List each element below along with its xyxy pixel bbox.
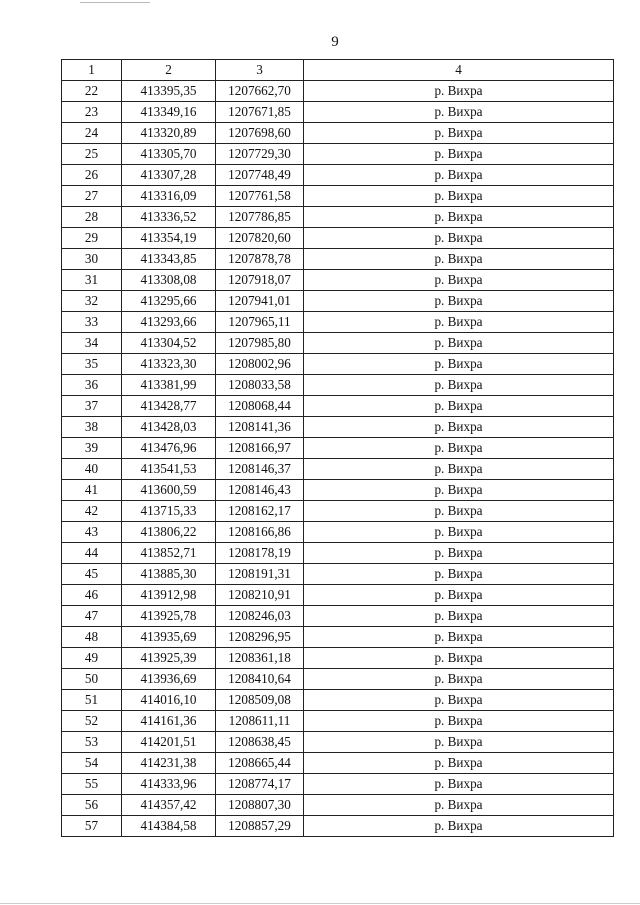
point-number-cell: 51 bbox=[62, 690, 122, 711]
y-coordinate-cell: 1208611,11 bbox=[216, 711, 304, 732]
point-number-cell: 48 bbox=[62, 627, 122, 648]
table-row bbox=[62, 690, 614, 711]
table-row bbox=[62, 375, 614, 396]
scan-mark bbox=[80, 2, 150, 3]
y-coordinate-cell: 1208166,97 bbox=[216, 438, 304, 459]
point-number-cell: 29 bbox=[62, 228, 122, 249]
x-coordinate-cell: 413936,69 bbox=[122, 669, 216, 690]
description-cell: р. Вихра bbox=[304, 585, 614, 606]
y-coordinate-cell: 1207761,58 bbox=[216, 186, 304, 207]
y-coordinate-cell: 1208296,95 bbox=[216, 627, 304, 648]
x-coordinate-cell: 413381,99 bbox=[122, 375, 216, 396]
x-coordinate-cell: 413293,66 bbox=[122, 312, 216, 333]
table-row bbox=[62, 585, 614, 606]
x-coordinate-cell: 414357,42 bbox=[122, 795, 216, 816]
point-number-cell: 36 bbox=[62, 375, 122, 396]
table-row bbox=[62, 354, 614, 375]
y-coordinate-cell: 1207965,11 bbox=[216, 312, 304, 333]
x-coordinate-cell: 413307,28 bbox=[122, 165, 216, 186]
table-row bbox=[62, 459, 614, 480]
point-number-cell: 43 bbox=[62, 522, 122, 543]
table-row bbox=[62, 606, 614, 627]
x-coordinate-cell: 413308,08 bbox=[122, 270, 216, 291]
x-coordinate-cell: 413476,96 bbox=[122, 438, 216, 459]
point-number-cell: 30 bbox=[62, 249, 122, 270]
y-coordinate-cell: 1208807,30 bbox=[216, 795, 304, 816]
x-coordinate-cell: 414201,51 bbox=[122, 732, 216, 753]
x-coordinate-cell: 413912,98 bbox=[122, 585, 216, 606]
description-cell: р. Вихра bbox=[304, 627, 614, 648]
y-coordinate-cell: 1208146,43 bbox=[216, 480, 304, 501]
description-cell: р. Вихра bbox=[304, 501, 614, 522]
table-header-row bbox=[62, 60, 614, 81]
table-row bbox=[62, 81, 614, 102]
point-number-cell: 44 bbox=[62, 543, 122, 564]
y-coordinate-cell: 1208857,29 bbox=[216, 816, 304, 837]
description-cell: р. Вихра bbox=[304, 102, 614, 123]
column-header-x: 2 bbox=[122, 60, 216, 81]
x-coordinate-cell: 413336,52 bbox=[122, 207, 216, 228]
x-coordinate-cell: 414231,38 bbox=[122, 753, 216, 774]
point-number-cell: 50 bbox=[62, 669, 122, 690]
description-cell: р. Вихра bbox=[304, 774, 614, 795]
x-coordinate-cell: 413343,85 bbox=[122, 249, 216, 270]
point-number-cell: 46 bbox=[62, 585, 122, 606]
description-cell: р. Вихра bbox=[304, 375, 614, 396]
y-coordinate-cell: 1207729,30 bbox=[216, 144, 304, 165]
table-row bbox=[62, 648, 614, 669]
x-coordinate-cell: 413316,09 bbox=[122, 186, 216, 207]
x-coordinate-cell: 413354,19 bbox=[122, 228, 216, 249]
point-number-cell: 45 bbox=[62, 564, 122, 585]
point-number-cell: 41 bbox=[62, 480, 122, 501]
description-cell: р. Вихра bbox=[304, 795, 614, 816]
description-cell: р. Вихра bbox=[304, 291, 614, 312]
y-coordinate-cell: 1207918,07 bbox=[216, 270, 304, 291]
description-cell: р. Вихра bbox=[304, 333, 614, 354]
description-cell: р. Вихра bbox=[304, 732, 614, 753]
description-cell: р. Вихра bbox=[304, 144, 614, 165]
description-cell: р. Вихра bbox=[304, 816, 614, 837]
description-cell: р. Вихра bbox=[304, 522, 614, 543]
y-coordinate-cell: 1207698,60 bbox=[216, 123, 304, 144]
table-row bbox=[62, 564, 614, 585]
description-cell: р. Вихра bbox=[304, 270, 614, 291]
x-coordinate-cell: 414016,10 bbox=[122, 690, 216, 711]
point-number-cell: 32 bbox=[62, 291, 122, 312]
table-row bbox=[62, 753, 614, 774]
y-coordinate-cell: 1208246,03 bbox=[216, 606, 304, 627]
y-coordinate-cell: 1208146,37 bbox=[216, 459, 304, 480]
point-number-cell: 35 bbox=[62, 354, 122, 375]
table-row bbox=[62, 711, 614, 732]
y-coordinate-cell: 1208361,18 bbox=[216, 648, 304, 669]
table-row bbox=[62, 522, 614, 543]
x-coordinate-cell: 413320,89 bbox=[122, 123, 216, 144]
point-number-cell: 39 bbox=[62, 438, 122, 459]
point-number-cell: 28 bbox=[62, 207, 122, 228]
point-number-cell: 26 bbox=[62, 165, 122, 186]
y-coordinate-cell: 1207662,70 bbox=[216, 81, 304, 102]
table-row bbox=[62, 291, 614, 312]
point-number-cell: 52 bbox=[62, 711, 122, 732]
y-coordinate-cell: 1208166,86 bbox=[216, 522, 304, 543]
description-cell: р. Вихра bbox=[304, 606, 614, 627]
table-row bbox=[62, 543, 614, 564]
description-cell: р. Вихра bbox=[304, 123, 614, 144]
y-coordinate-cell: 1208665,44 bbox=[216, 753, 304, 774]
x-coordinate-cell: 413885,30 bbox=[122, 564, 216, 585]
point-number-cell: 53 bbox=[62, 732, 122, 753]
description-cell: р. Вихра bbox=[304, 711, 614, 732]
point-number-cell: 22 bbox=[62, 81, 122, 102]
x-coordinate-cell: 413428,77 bbox=[122, 396, 216, 417]
y-coordinate-cell: 1208141,36 bbox=[216, 417, 304, 438]
column-header-number: 1 bbox=[62, 60, 122, 81]
point-number-cell: 25 bbox=[62, 144, 122, 165]
y-coordinate-cell: 1207820,60 bbox=[216, 228, 304, 249]
x-coordinate-cell: 413305,70 bbox=[122, 144, 216, 165]
table-row bbox=[62, 795, 614, 816]
point-number-cell: 47 bbox=[62, 606, 122, 627]
x-coordinate-cell: 413323,30 bbox=[122, 354, 216, 375]
y-coordinate-cell: 1208162,17 bbox=[216, 501, 304, 522]
x-coordinate-cell: 413304,52 bbox=[122, 333, 216, 354]
x-coordinate-cell: 413925,78 bbox=[122, 606, 216, 627]
x-coordinate-cell: 413395,35 bbox=[122, 81, 216, 102]
point-number-cell: 55 bbox=[62, 774, 122, 795]
y-coordinate-cell: 1208638,45 bbox=[216, 732, 304, 753]
y-coordinate-cell: 1208210,91 bbox=[216, 585, 304, 606]
x-coordinate-cell: 413600,59 bbox=[122, 480, 216, 501]
description-cell: р. Вихра bbox=[304, 753, 614, 774]
description-cell: р. Вихра bbox=[304, 669, 614, 690]
table-row bbox=[62, 165, 614, 186]
point-number-cell: 27 bbox=[62, 186, 122, 207]
x-coordinate-cell: 414384,58 bbox=[122, 816, 216, 837]
point-number-cell: 37 bbox=[62, 396, 122, 417]
x-coordinate-cell: 413715,33 bbox=[122, 501, 216, 522]
description-cell: р. Вихра bbox=[304, 417, 614, 438]
point-number-cell: 56 bbox=[62, 795, 122, 816]
y-coordinate-cell: 1207671,85 bbox=[216, 102, 304, 123]
description-cell: р. Вихра bbox=[304, 396, 614, 417]
coordinates-table bbox=[61, 59, 614, 837]
x-coordinate-cell: 414333,96 bbox=[122, 774, 216, 795]
table-row bbox=[62, 732, 614, 753]
page-number: 9 bbox=[331, 34, 339, 50]
table-row bbox=[62, 669, 614, 690]
description-cell: р. Вихра bbox=[304, 438, 614, 459]
description-cell: р. Вихра bbox=[304, 648, 614, 669]
description-cell: р. Вихра bbox=[304, 249, 614, 270]
y-coordinate-cell: 1208002,96 bbox=[216, 354, 304, 375]
point-number-cell: 57 bbox=[62, 816, 122, 837]
x-coordinate-cell: 413295,66 bbox=[122, 291, 216, 312]
point-number-cell: 24 bbox=[62, 123, 122, 144]
description-cell: р. Вихра bbox=[304, 354, 614, 375]
column-header-y: 3 bbox=[216, 60, 304, 81]
x-coordinate-cell: 413806,22 bbox=[122, 522, 216, 543]
description-cell: р. Вихра bbox=[304, 186, 614, 207]
table-row bbox=[62, 480, 614, 501]
y-coordinate-cell: 1208068,44 bbox=[216, 396, 304, 417]
y-coordinate-cell: 1208191,31 bbox=[216, 564, 304, 585]
description-cell: р. Вихра bbox=[304, 480, 614, 501]
table-row bbox=[62, 438, 614, 459]
table-row bbox=[62, 123, 614, 144]
table-row bbox=[62, 312, 614, 333]
table-row bbox=[62, 144, 614, 165]
description-cell: р. Вихра bbox=[304, 690, 614, 711]
y-coordinate-cell: 1208033,58 bbox=[216, 375, 304, 396]
y-coordinate-cell: 1207748,49 bbox=[216, 165, 304, 186]
scan-mark bbox=[0, 903, 640, 904]
table-row bbox=[62, 627, 614, 648]
y-coordinate-cell: 1208410,64 bbox=[216, 669, 304, 690]
point-number-cell: 54 bbox=[62, 753, 122, 774]
x-coordinate-cell: 413935,69 bbox=[122, 627, 216, 648]
point-number-cell: 23 bbox=[62, 102, 122, 123]
x-coordinate-cell: 413541,53 bbox=[122, 459, 216, 480]
table-row bbox=[62, 207, 614, 228]
table-row bbox=[62, 774, 614, 795]
description-cell: р. Вихра bbox=[304, 228, 614, 249]
y-coordinate-cell: 1207786,85 bbox=[216, 207, 304, 228]
table-row bbox=[62, 396, 614, 417]
y-coordinate-cell: 1207941,01 bbox=[216, 291, 304, 312]
table-row bbox=[62, 186, 614, 207]
point-number-cell: 49 bbox=[62, 648, 122, 669]
point-number-cell: 40 bbox=[62, 459, 122, 480]
table-row bbox=[62, 501, 614, 522]
table-row bbox=[62, 102, 614, 123]
x-coordinate-cell: 413349,16 bbox=[122, 102, 216, 123]
description-cell: р. Вихра bbox=[304, 165, 614, 186]
y-coordinate-cell: 1207878,78 bbox=[216, 249, 304, 270]
column-header-description: 4 bbox=[304, 60, 614, 81]
y-coordinate-cell: 1208774,17 bbox=[216, 774, 304, 795]
description-cell: р. Вихра bbox=[304, 564, 614, 585]
description-cell: р. Вихра bbox=[304, 81, 614, 102]
table-row bbox=[62, 249, 614, 270]
point-number-cell: 42 bbox=[62, 501, 122, 522]
x-coordinate-cell: 413852,71 bbox=[122, 543, 216, 564]
table-row bbox=[62, 333, 614, 354]
description-cell: р. Вихра bbox=[304, 312, 614, 333]
point-number-cell: 33 bbox=[62, 312, 122, 333]
description-cell: р. Вихра bbox=[304, 207, 614, 228]
table-row bbox=[62, 417, 614, 438]
y-coordinate-cell: 1208509,08 bbox=[216, 690, 304, 711]
x-coordinate-cell: 413925,39 bbox=[122, 648, 216, 669]
y-coordinate-cell: 1207985,80 bbox=[216, 333, 304, 354]
point-number-cell: 34 bbox=[62, 333, 122, 354]
description-cell: р. Вихра bbox=[304, 459, 614, 480]
table-row bbox=[62, 270, 614, 291]
table-row bbox=[62, 816, 614, 837]
x-coordinate-cell: 414161,36 bbox=[122, 711, 216, 732]
point-number-cell: 38 bbox=[62, 417, 122, 438]
table-row bbox=[62, 228, 614, 249]
point-number-cell: 31 bbox=[62, 270, 122, 291]
description-cell: р. Вихра bbox=[304, 543, 614, 564]
x-coordinate-cell: 413428,03 bbox=[122, 417, 216, 438]
y-coordinate-cell: 1208178,19 bbox=[216, 543, 304, 564]
table-body bbox=[62, 81, 614, 837]
